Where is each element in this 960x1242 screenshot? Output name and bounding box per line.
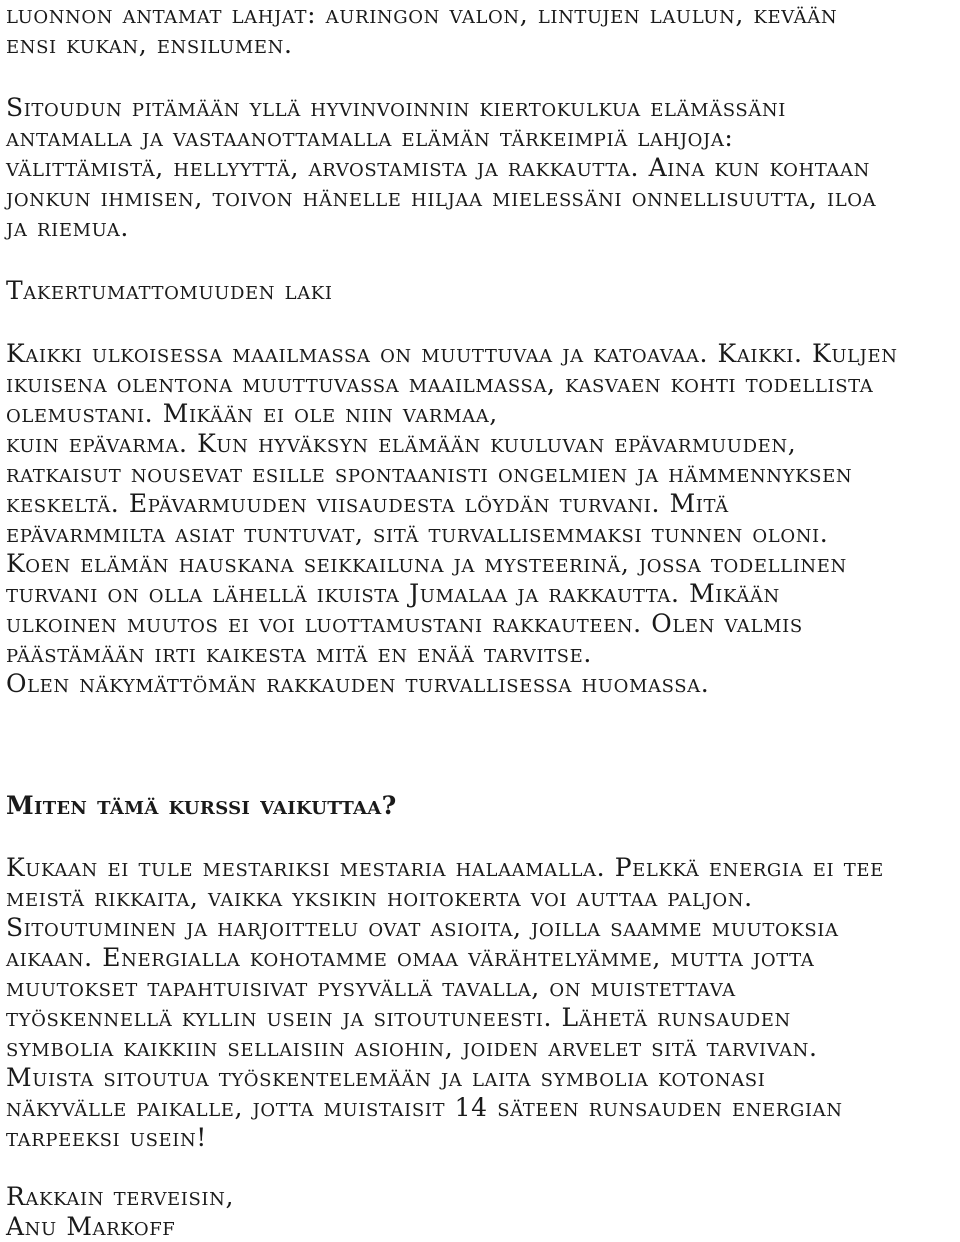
- text-line: keskeltä. Epävarmuuden viisaudesta löydän turvani. Mitä: [6, 489, 729, 518]
- law-paragraph: [6, 339, 956, 699]
- text-line: ulkoinen muutos ei voi luottamustani rakkauteen. Olen valmis: [6, 609, 803, 638]
- law-heading: Takertumattomuuden laki: [6, 276, 333, 305]
- course-heading: Miten tämä kurssi vaikuttaa?: [6, 791, 397, 820]
- text-line: Kaikki ulkoisessa maailmassa on muuttuvaa ja katoavaa. Kaikki. Kuljen: [6, 339, 898, 368]
- text-line: Olen näkymättömän rakkauden turvallisessa huomassa.: [6, 669, 710, 698]
- signature-block: [6, 1182, 956, 1242]
- text-line: välittämistä, hellyyttä, arvostamista ja rakkautta. Aina kun kohtaan: [6, 153, 870, 182]
- text-line: luonnon antamat lahjat: auringon valon, lintujen laulun, kevään: [6, 0, 838, 29]
- text-line: Koen elämän hauskana seikkailuna ja mysteerinä, jossa todellinen: [6, 549, 847, 578]
- text-line: aikaan. Energialla kohotamme omaa värähtelyämme, mutta jotta: [6, 943, 815, 972]
- text-line: Sitoutuminen ja harjoittelu ovat asioita, joilla saamme muutoksia: [6, 913, 839, 942]
- text-line: turvani on olla lähellä ikuista Jumalaa ja rakkautta. Mikään: [6, 579, 780, 608]
- signature-name: Anu Markoff: [6, 1212, 176, 1241]
- text-line: Sitoudun pitämään yllä hyvinvoinnin kiertokulkua elämässäni: [6, 93, 786, 122]
- text-line: kuin epävarma. Kun hyväksyn elämään kuuluvan epävarmuuden,: [6, 429, 797, 458]
- text-line: jonkun ihmisen, toivon hänelle hiljaa mielessäni onnellisuutta, iloa: [6, 183, 877, 212]
- text-line: muutokset tapahtuisivat pysyvällä tavalla, on muistettava: [6, 973, 736, 1002]
- text-line: tarpeeksi usein!: [6, 1123, 207, 1152]
- text-line: ja riemua.: [6, 213, 129, 242]
- text-line: näkyvälle paikalle, jotta muistaisit 14 säteen runsauden energian: [6, 1093, 843, 1122]
- text-line: symbolia kaikkiin sellaisiin asiohin, joiden arvelet sitä tarvivan.: [6, 1033, 818, 1062]
- closing-greeting: Rakkain terveisin,: [6, 1182, 235, 1211]
- document-page: [6, 0, 956, 1242]
- intro-paragraph: [6, 0, 956, 60]
- text-line: meistä rikkaita, vaikka yksikin hoitokerta voi auttaa paljon.: [6, 883, 753, 912]
- text-line: ensi kukan, ensilumen.: [6, 30, 293, 59]
- course-paragraph: [6, 853, 956, 1153]
- text-line: ratkaisut nousevat esille spontaanisti ongelmien ja hämmennyksen: [6, 459, 853, 488]
- text-line: Kukaan ei tule mestariksi mestaria halaamalla. Pelkkä energia ei tee: [6, 853, 884, 882]
- text-line: epävarmmilta asiat tuntuvat, sitä turvallisemmaksi tunnen oloni.: [6, 519, 829, 548]
- text-line: työskennellä kyllin usein ja sitoutuneesti. Lähetä runsauden: [6, 1003, 791, 1032]
- text-line: Muista sitoutua työskentelemään ja laita symbolia kotonasi: [6, 1063, 766, 1092]
- text-line: päästämään irti kaikesta mitä en enää tarvitse.: [6, 639, 592, 668]
- text-line: ikuisena olentona muuttuvassa maailmassa, kasvaen kohti todellista: [6, 369, 874, 398]
- commitment-paragraph: [6, 93, 956, 243]
- text-line: olemustani. Mikään ei ole niin varmaa,: [6, 399, 498, 428]
- text-line: antamalla ja vastaanottamalla elämän tärkeimpiä lahjoja:: [6, 123, 734, 152]
